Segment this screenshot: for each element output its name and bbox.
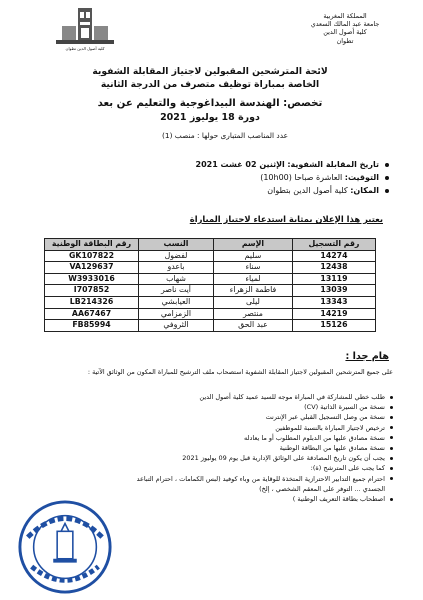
cell-national-id: AA67467 — [45, 308, 139, 320]
interview-time: التوقيت: العاشرة صباحا (10h00) — [69, 171, 389, 184]
cell-first-name: فاطمة الزهراء — [213, 285, 292, 297]
cell-first-name: لمياء — [213, 273, 292, 285]
cell-last-name: العيابشي — [139, 296, 214, 308]
institution-header — [285, 12, 405, 45]
table-row — [45, 262, 376, 274]
cell-national-id: I707852 — [45, 285, 139, 297]
interview-place: المكان: كلية أصول الدين بتطوان — [69, 184, 389, 197]
bullet-icon — [385, 189, 389, 193]
header-last-name: النسب — [139, 239, 214, 251]
cell-first-name: سليم — [213, 250, 292, 262]
cell-national-id: LB214326 — [45, 296, 139, 308]
list-item: كما يجب على المترشح (ة): — [93, 463, 393, 473]
header-national-id: رقم البطاقة الوطنية — [45, 239, 139, 251]
cell-last-name: باعدو — [139, 262, 214, 274]
bullet-icon — [390, 406, 393, 409]
posts-count: عدد المناصب المتبارى حولها : منصب (1) — [161, 131, 289, 140]
cell-national-id: GK107822 — [45, 250, 139, 262]
important-title: هام جدا : — [345, 351, 389, 362]
table-header-row — [45, 239, 376, 251]
cell-last-name: الزمزامي — [139, 308, 214, 320]
bullet-icon — [385, 163, 389, 167]
list-item: طلب خطي للمشاركة في المباراة موجه للسيد عميد كلية أصول الدين — [93, 392, 393, 402]
cell-registration: 14274 — [292, 250, 375, 262]
interview-info — [69, 158, 389, 197]
faculty-stamp-seal — [16, 498, 114, 596]
cell-first-name: ليلى — [213, 296, 292, 308]
cell-registration: 13039 — [292, 285, 375, 297]
important-intro: على جميع المترشحين المقبولين لاجتياز المقابلة الشفوية استصحاب ملف الترشيح للمباراة المكون من الوثائق الآتية : — [87, 368, 393, 376]
cell-registration: 15126 — [292, 320, 375, 332]
table-row — [45, 285, 376, 297]
list-item: الجسدي ... التوفر على المعقم الشخصي ، إلخ) — [259, 484, 385, 493]
cell-last-name: شهاب — [139, 273, 214, 285]
cell-national-id: VA129637 — [45, 262, 139, 274]
candidates-table — [44, 238, 376, 332]
title-line-1: لائحة المترشحين المقبولين لاجتياز المقابلة الشفوية — [92, 66, 328, 77]
specialty-title: تخصص: الهندسة البيداغوجية والتعليم عن بعد — [97, 98, 323, 109]
faculty-line: كلية أصول الدين — [323, 28, 367, 37]
table-row — [45, 296, 376, 308]
cell-national-id: FB85994 — [45, 320, 139, 332]
cell-registration: 13343 — [292, 296, 375, 308]
bullet-icon — [390, 467, 393, 470]
logo-caption: كلية أصول الدين تطوان — [65, 46, 105, 51]
header-first-name: الإسم — [213, 239, 292, 251]
table-row — [45, 273, 376, 285]
cell-last-name: الثروفي — [139, 320, 214, 332]
university-line: جامعة عبد المالك السعدي — [310, 20, 380, 29]
cell-registration: 12438 — [292, 262, 375, 274]
cell-first-name: سناء — [213, 262, 292, 274]
cell-national-id: W3933016 — [45, 273, 139, 285]
list-item: نسخة من وصل التسجيل القبلي عبر الإنترنت — [93, 412, 393, 422]
list-item: نسخة مصادق عليها من البطاقة الوطنية — [93, 443, 393, 453]
session-title: دورة 18 يوليوز 2021 — [160, 112, 260, 123]
bullet-icon — [390, 416, 393, 419]
bullet-icon — [390, 426, 393, 429]
cell-first-name: عبد الحق — [213, 320, 292, 332]
bullet-icon — [390, 396, 393, 399]
cell-registration: 14219 — [292, 308, 375, 320]
bullet-icon — [390, 447, 393, 450]
bullet-icon — [390, 477, 393, 480]
bullet-icon — [390, 436, 393, 439]
table-row — [45, 308, 376, 320]
convocation-notice: يعتبر هذا الإعلان بمثابة استدعاء لاجتياز المباراة — [189, 214, 383, 224]
title-line-2: الخاصة بمباراة توظيف متصرف من الدرجة الثانية — [100, 79, 320, 90]
list-item: احترام جميع التدابير الاحترازية المتخذة للوقاية من وباء كوفيد (لبس الكمامات ، احترام التباعد — [93, 474, 393, 484]
header-registration: رقم التسجيل — [292, 239, 375, 251]
required-documents-list — [93, 392, 393, 504]
bullet-icon — [385, 176, 389, 180]
table-row — [45, 250, 376, 262]
table-row — [45, 320, 376, 332]
cell-last-name: لفضول — [139, 250, 214, 262]
cell-last-name: أيت ناصر — [139, 285, 214, 297]
bullet-icon — [390, 457, 393, 460]
interview-date: تاريخ المقابلة الشفوية: الإثنين 02 غشت 2021 — [69, 158, 389, 171]
city-line: تطوان — [336, 36, 354, 45]
list-item: ترخيص لاجتياز المباراة بالنسبة للموظفين — [93, 423, 393, 433]
list-item: يجب أن يكون تاريخ المصادقة على الوثائق الإدارية قبل يوم 09 يوليوز 2021 — [93, 453, 393, 463]
list-item: نسخة من السيرة الذاتية (CV) — [93, 402, 393, 412]
list-item: نسخة مصادق عليها من الدبلوم المطلوب أو ما يعادله — [93, 433, 393, 443]
cell-registration: 13119 — [292, 273, 375, 285]
cell-first-name: منتصر — [213, 308, 292, 320]
kingdom-line: المملكة المغربية — [323, 12, 367, 20]
bullet-icon — [390, 498, 393, 501]
list-item: اصطحاب بطاقة التعريف الوطنية ) — [93, 494, 393, 504]
